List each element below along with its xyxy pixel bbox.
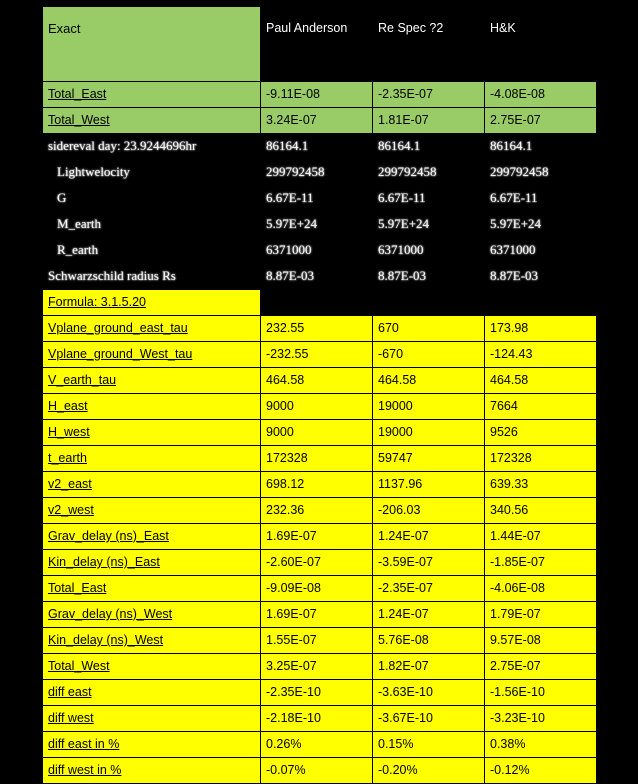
cell-total-west-hk: 2.75E-07 [485, 654, 597, 680]
cell-schwarzschild-hk: 8.87E-03 [485, 264, 597, 290]
row-label-m-earth: M_earth [43, 212, 261, 238]
cell-kin-delay-west-hk: 9.57E-08 [485, 628, 597, 654]
row-label-v2-east: v2_east [43, 472, 261, 498]
cell-grav-delay-west-paul: 1.69E-07 [261, 602, 373, 628]
cell-diff-east-respec: -3.63E-10 [373, 680, 485, 706]
cell-g-respec: 6.67E-11 [373, 186, 485, 212]
cell-total-east-top-hk: -4.08E-08 [485, 82, 597, 108]
row-label-g: G [43, 186, 261, 212]
cell-sidereal-day-respec: 86164.1 [373, 134, 485, 160]
cell-total-west-top-respec: 1.81E-07 [373, 108, 485, 134]
column-header-paul-anderson: Paul Anderson [261, 7, 373, 82]
cell-r-earth-respec: 6371000 [373, 238, 485, 264]
table-row [43, 108, 597, 134]
cell-h-west-hk: 9526 [485, 420, 597, 446]
cell-light-velocity-hk: 299792458 [485, 160, 597, 186]
table-row [43, 732, 597, 758]
cell-m-earth-hk: 5.97E+24 [485, 212, 597, 238]
cell-v2-west-hk: 340.56 [485, 498, 597, 524]
cell-v2-east-hk: 639.33 [485, 472, 597, 498]
cell-schwarzschild-paul: 8.87E-03 [261, 264, 373, 290]
cell-m-earth-paul: 5.97E+24 [261, 212, 373, 238]
cell-schwarzschild-respec: 8.87E-03 [373, 264, 485, 290]
table-row [43, 446, 597, 472]
cell-vplane-west-hk: -124.43 [485, 342, 597, 368]
cell-v2-west-paul: 232.36 [261, 498, 373, 524]
table-row [43, 368, 597, 394]
table-row [43, 758, 597, 784]
table-row [43, 186, 597, 212]
row-label-v2-west: v2_west [43, 498, 261, 524]
table-body [43, 7, 597, 784]
row-label-kin-delay-east: Kin_delay (ns)_East [43, 550, 261, 576]
table-row [43, 472, 597, 498]
cell-formula-blank-1 [261, 290, 373, 316]
row-label-formula: Formula: 3.1.5.20 [43, 290, 261, 316]
row-label-kin-delay-west: Kin_delay (ns)_West [43, 628, 261, 654]
cell-v2-east-respec: 1137.96 [373, 472, 485, 498]
row-label-diff-west-percent: diff west in % [43, 758, 261, 784]
table-row [43, 576, 597, 602]
column-header-exact: Exact [43, 7, 261, 82]
cell-diff-east-hk: -1.56E-10 [485, 680, 597, 706]
column-header-re-spec: Re Spec ?2 [373, 7, 485, 82]
column-header-hk: H&K [485, 7, 597, 82]
cell-diff-west-paul: -2.18E-10 [261, 706, 373, 732]
table-row [43, 498, 597, 524]
cell-t-earth-hk: 172328 [485, 446, 597, 472]
cell-v-earth-hk: 464.58 [485, 368, 597, 394]
row-label-light-velocity: Lightwelocity [43, 160, 261, 186]
cell-vplane-east-respec: 670 [373, 316, 485, 342]
cell-r-earth-paul: 6371000 [261, 238, 373, 264]
row-label-diff-east: diff east [43, 680, 261, 706]
cell-total-west-respec: 1.82E-07 [373, 654, 485, 680]
cell-kin-delay-west-paul: 1.55E-07 [261, 628, 373, 654]
cell-r-earth-hk: 6371000 [485, 238, 597, 264]
cell-total-east-hk: -4.06E-08 [485, 576, 597, 602]
row-label-vplane-ground-west-tau: Vplane_ground_West_tau [43, 342, 261, 368]
table-header-row [43, 7, 597, 82]
row-label-v-earth-tau: V_earth_tau [43, 368, 261, 394]
cell-kin-delay-west-respec: 5.76E-08 [373, 628, 485, 654]
table-row [43, 134, 597, 160]
cell-diff-east-paul: -2.35E-10 [261, 680, 373, 706]
cell-v2-west-respec: -206.03 [373, 498, 485, 524]
cell-diff-west-hk: -3.23E-10 [485, 706, 597, 732]
cell-total-east-top-respec: -2.35E-07 [373, 82, 485, 108]
cell-total-east-paul: -9.09E-08 [261, 576, 373, 602]
table-row [43, 524, 597, 550]
table-row [43, 394, 597, 420]
cell-kin-delay-east-paul: -2.60E-07 [261, 550, 373, 576]
cell-total-east-top-paul: -9.11E-08 [261, 82, 373, 108]
row-label-total-west: Total_West [43, 654, 261, 680]
cell-grav-delay-east-paul: 1.69E-07 [261, 524, 373, 550]
cell-vplane-east-hk: 173.98 [485, 316, 597, 342]
cell-diff-east-percent-paul: 0.26% [261, 732, 373, 758]
table-row [43, 550, 597, 576]
cell-grav-delay-west-respec: 1.24E-07 [373, 602, 485, 628]
cell-v-earth-respec: 464.58 [373, 368, 485, 394]
cell-grav-delay-east-hk: 1.44E-07 [485, 524, 597, 550]
row-label-r-earth: R_earth [43, 238, 261, 264]
cell-sidereal-day-hk: 86164.1 [485, 134, 597, 160]
row-label-t-earth: t_earth [43, 446, 261, 472]
row-label-diff-east-percent: diff east in % [43, 732, 261, 758]
table-row [43, 706, 597, 732]
table-row [43, 212, 597, 238]
cell-h-west-respec: 19000 [373, 420, 485, 446]
table-row [43, 602, 597, 628]
cell-formula-blank-2 [373, 290, 485, 316]
table-row [43, 420, 597, 446]
cell-v2-east-paul: 698.12 [261, 472, 373, 498]
cell-formula-blank-3 [485, 290, 597, 316]
cell-h-east-hk: 7664 [485, 394, 597, 420]
cell-diff-west-respec: -3.67E-10 [373, 706, 485, 732]
row-label-total-east-top: Total_East [43, 82, 261, 108]
cell-light-velocity-paul: 299792458 [261, 160, 373, 186]
cell-grav-delay-east-respec: 1.24E-07 [373, 524, 485, 550]
cell-h-east-paul: 9000 [261, 394, 373, 420]
row-label-sidereal-day: sidereval day: 23.9244696hr [43, 134, 261, 160]
cell-diff-east-percent-respec: 0.15% [373, 732, 485, 758]
cell-diff-west-percent-paul: -0.07% [261, 758, 373, 784]
cell-kin-delay-east-respec: -3.59E-07 [373, 550, 485, 576]
cell-vplane-west-paul: -232.55 [261, 342, 373, 368]
cell-light-velocity-respec: 299792458 [373, 160, 485, 186]
cell-vplane-west-respec: -670 [373, 342, 485, 368]
row-label-diff-west: diff west [43, 706, 261, 732]
cell-h-west-paul: 9000 [261, 420, 373, 446]
table-row [43, 290, 597, 316]
cell-h-east-respec: 19000 [373, 394, 485, 420]
cell-kin-delay-east-hk: -1.85E-07 [485, 550, 597, 576]
cell-diff-east-percent-hk: 0.38% [485, 732, 597, 758]
cell-g-hk: 6.67E-11 [485, 186, 597, 212]
comparison-table [42, 6, 597, 784]
cell-total-west-paul: 3.25E-07 [261, 654, 373, 680]
row-label-total-west-top: Total_West [43, 108, 261, 134]
cell-diff-west-percent-respec: -0.20% [373, 758, 485, 784]
cell-total-west-top-paul: 3.24E-07 [261, 108, 373, 134]
table-row [43, 680, 597, 706]
row-label-grav-delay-east: Grav_delay (ns)_East [43, 524, 261, 550]
cell-total-west-top-hk: 2.75E-07 [485, 108, 597, 134]
spreadsheet-region [42, 6, 596, 784]
cell-t-earth-respec: 59747 [373, 446, 485, 472]
table-row [43, 238, 597, 264]
cell-sidereal-day-paul: 86164.1 [261, 134, 373, 160]
row-label-schwarzschild-radius: Schwarzschild radius Rs [43, 264, 261, 290]
cell-v-earth-paul: 464.58 [261, 368, 373, 394]
cell-diff-west-percent-hk: -0.12% [485, 758, 597, 784]
table-row [43, 264, 597, 290]
row-label-h-west: H_west [43, 420, 261, 446]
table-row [43, 82, 597, 108]
row-label-h-east: H_east [43, 394, 261, 420]
cell-grav-delay-west-hk: 1.79E-07 [485, 602, 597, 628]
cell-m-earth-respec: 5.97E+24 [373, 212, 485, 238]
row-label-total-east: Total_East [43, 576, 261, 602]
cell-t-earth-paul: 172328 [261, 446, 373, 472]
row-label-grav-delay-west: Grav_delay (ns)_West [43, 602, 261, 628]
table-row [43, 628, 597, 654]
cell-total-east-respec: -2.35E-07 [373, 576, 485, 602]
row-label-vplane-ground-east-tau: Vplane_ground_east_tau [43, 316, 261, 342]
cell-g-paul: 6.67E-11 [261, 186, 373, 212]
table-row [43, 342, 597, 368]
table-row [43, 654, 597, 680]
cell-vplane-east-paul: 232.55 [261, 316, 373, 342]
table-row [43, 160, 597, 186]
table-row [43, 316, 597, 342]
